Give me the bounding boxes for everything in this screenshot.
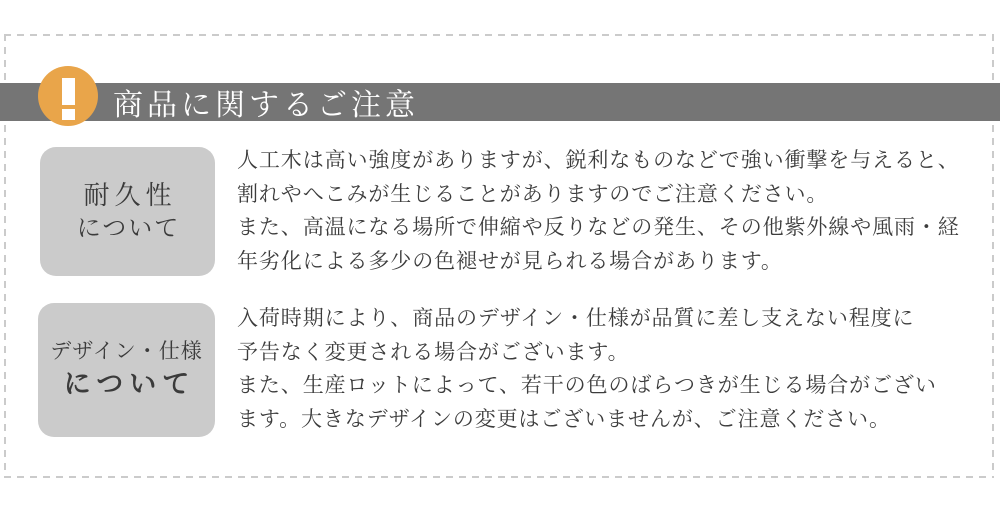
durability-label-box bbox=[40, 147, 215, 276]
body-line: 割れやへこみが生じることがありますのでご注意ください。 bbox=[237, 182, 829, 206]
notice-title: 商品に関するご注意 bbox=[113, 89, 419, 122]
durability-body-text bbox=[237, 144, 960, 278]
design-spec-label-line-2: について bbox=[63, 368, 196, 399]
design-spec-body-text bbox=[237, 302, 937, 436]
dashed-border-top bbox=[4, 34, 994, 36]
durability-label-line-1: 耐久性 bbox=[83, 179, 177, 210]
body-line: 予告なく変更される場合がございます。 bbox=[237, 340, 630, 364]
body-line: ます。大きなデザインの変更はございませんが、ご注意ください。 bbox=[237, 407, 891, 431]
durability-label-line-2: について bbox=[76, 214, 181, 242]
exclamation-icon bbox=[38, 66, 98, 126]
body-line: 年劣化による多少の色褪せが見られる場合があります。 bbox=[237, 249, 783, 273]
dashed-border-bottom bbox=[4, 476, 994, 478]
notice-header-bar bbox=[0, 83, 1000, 121]
body-line: 人工木は高い強度がありますが、鋭利なものなどで強い衝撃を与えると、 bbox=[237, 149, 960, 172]
body-line: また、高温になる場所で伸縮や反りなどの発生、その他紫外線や風雨・経 bbox=[237, 216, 960, 240]
exclamation-dot bbox=[62, 109, 75, 120]
design-spec-label-box bbox=[38, 303, 215, 437]
exclamation-bar bbox=[62, 78, 75, 105]
body-line: 入荷時期により、商品のデザイン・仕様が品質に差し支えない程度に bbox=[237, 307, 915, 330]
body-line: また、生産ロットによって、若干の色のばらつきが生じる場合がござい bbox=[237, 374, 937, 398]
design-spec-label-line-1: デザイン・仕様 bbox=[50, 339, 203, 363]
